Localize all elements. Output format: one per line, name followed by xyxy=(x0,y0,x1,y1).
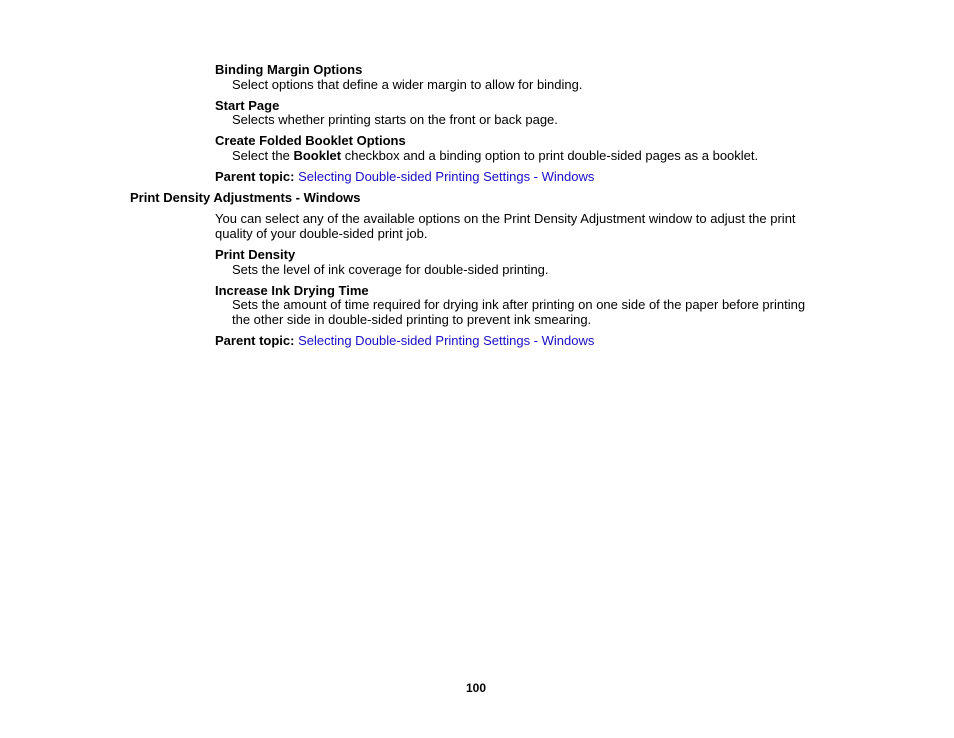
parent-topic-1 xyxy=(215,169,594,184)
binding-margin-options-term: Binding Margin Options xyxy=(215,62,363,77)
print-density-adjustments-heading: Print Density Adjustments - Windows xyxy=(130,190,361,205)
booklet-desc-before: Select the xyxy=(232,148,294,163)
binding-margin-options-description: Select options that define a wider margin to allow for binding. xyxy=(232,77,583,92)
parent-topic-label-2: Parent topic: xyxy=(215,333,295,348)
parent-topic-2 xyxy=(215,333,594,348)
create-folded-booklet-options-term: Create Folded Booklet Options xyxy=(215,133,406,148)
print-density-description: Sets the level of ink coverage for double-sided printing. xyxy=(232,262,549,277)
booklet-desc-after: checkbox and a binding option to print double-sided pages as a booklet. xyxy=(341,148,759,163)
start-page-description: Selects whether printing starts on the front or back page. xyxy=(232,112,558,127)
print-density-intro-line2: quality of your double-sided print job. xyxy=(215,226,428,241)
create-folded-booklet-options-description xyxy=(232,148,758,163)
print-density-intro-line1: You can select any of the available options on the Print Density Adjustment window to adjust the print xyxy=(215,211,796,226)
print-density-term: Print Density xyxy=(215,247,296,262)
parent-topic-link-2[interactable]: Selecting Double-sided Printing Settings - Windows xyxy=(298,333,595,348)
increase-ink-drying-time-description-line1: Sets the amount of time required for drying ink after printing on one side of the paper before printing xyxy=(232,297,806,312)
parent-topic-link-1[interactable]: Selecting Double-sided Printing Settings - Windows xyxy=(298,169,595,184)
increase-ink-drying-time-description-line2: the other side in double-sided printing to prevent ink smearing. xyxy=(232,312,592,327)
start-page-term: Start Page xyxy=(215,98,280,113)
booklet-checkbox-name: Booklet xyxy=(293,148,342,163)
increase-ink-drying-time-term: Increase Ink Drying Time xyxy=(215,283,369,298)
parent-topic-label-1: Parent topic: xyxy=(215,169,295,184)
page-number: 100 xyxy=(466,681,487,695)
